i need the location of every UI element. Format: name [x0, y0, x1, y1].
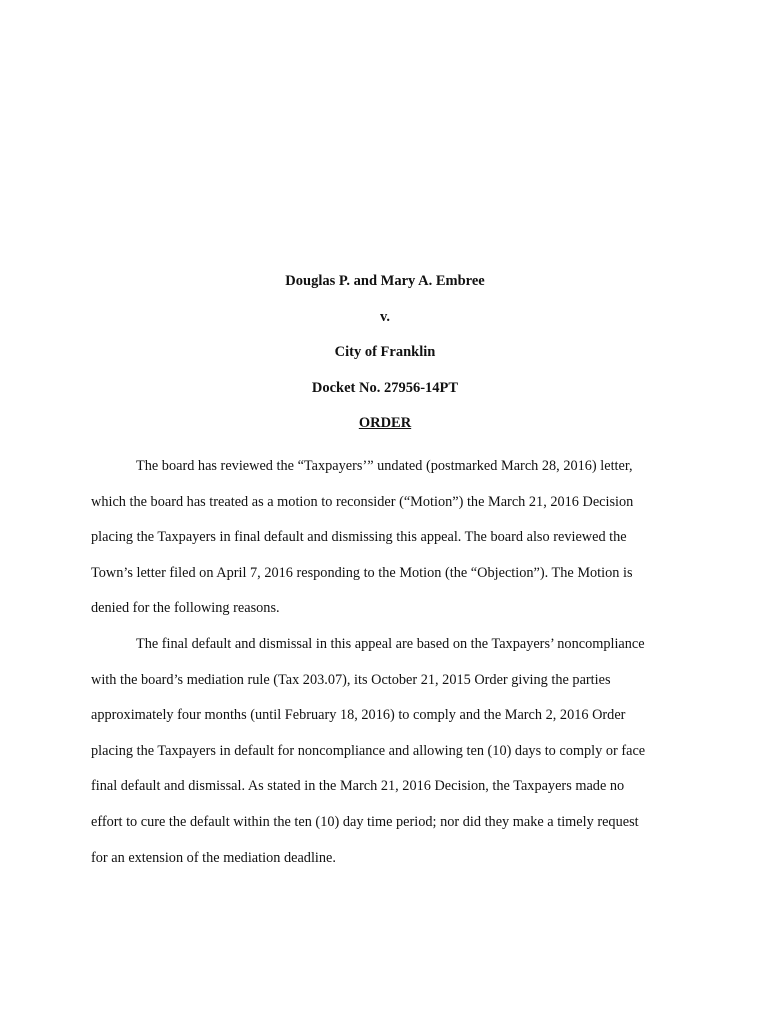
paragraph-line: placing the Taxpayers in final default and dismissing this appeal. The board also reviewed the	[91, 529, 627, 546]
paragraph-line: for an extension of the mediation deadline.	[91, 849, 336, 866]
docket-number: Docket No. 27956-14PT	[311, 380, 459, 396]
paragraph-2	[91, 627, 683, 876]
paragraph-line: The final default and dismissal in this appeal are based on the Taxpayers’ noncompliance	[136, 635, 645, 652]
paragraph-line: placing the Taxpayers in default for noncompliance and allowing ten (10) days to comply or face	[91, 742, 646, 759]
caption-parties: Douglas P. and Mary A. Embree	[285, 273, 485, 289]
order-body	[91, 449, 683, 876]
caption-versus: v.	[379, 309, 391, 325]
paragraph-line: final default and dismissal. As stated in the March 21, 2016 Decision, the Taxpayers made no	[91, 778, 625, 795]
paragraph-line: Town’s letter filed on April 7, 2016 responding to the Motion (the “Objection”). The Motion is	[91, 564, 633, 581]
paragraph-line: effort to cure the default within the ten (10) day time period; nor did they make a timely request	[91, 813, 639, 830]
paragraph-line: which the board has treated as a motion to reconsider (“Motion”) the March 21, 2016 Decision	[91, 493, 634, 510]
order-heading: ORDER	[358, 415, 412, 431]
paragraph-line: denied for the following reasons.	[91, 600, 280, 617]
paragraph-1	[91, 449, 683, 627]
paragraph-line: with the board’s mediation rule (Tax 203.07), its October 21, 2015 Order giving the parties	[91, 671, 611, 688]
paragraph-line: approximately four months (until February 18, 2016) to comply and the March 2, 2016 Order	[91, 707, 626, 724]
paragraph-line: The board has reviewed the “Taxpayers’” undated (postmarked March 28, 2016) letter,	[136, 458, 633, 474]
caption-respondent: City of Franklin	[334, 344, 436, 360]
